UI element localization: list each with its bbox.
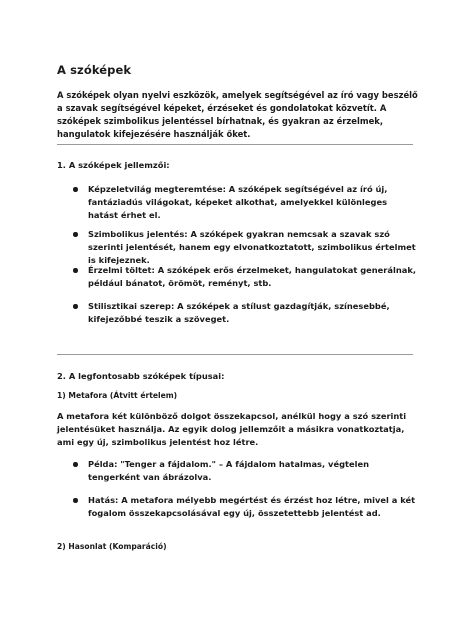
section-divider [57, 144, 413, 145]
intro-paragraph: A szóképek olyan nyelvi eszközök, amelyek segítségével az író vagy beszélő a szavak segítségével képeket, érzéseket és gondolatokat közvetít. A szóképek szimbolikus jelentéssel bírhatnak, és gyakran az érzelmek, hangulatok kifejezésére használják őket. [57, 90, 418, 139]
section-divider [57, 354, 413, 355]
bullet-icon [73, 232, 78, 237]
section-heading-characteristics: 1. A szóképek jellemzői: [57, 160, 170, 170]
metafora-description: A metafora két különböző dolgot összekapcsol, anélkül hogy a szó szerinti jelentésüket használja. Az egyik dolog jellemzőit a másikra vonatkoztatja, ami egy új, szimbolikus jelentést hoz létre. [57, 411, 407, 447]
bullet-icon [73, 187, 78, 192]
list-item [88, 494, 418, 520]
list-item [88, 228, 418, 267]
list-item [88, 458, 418, 484]
section-heading-types: 2. A legfontosabb szóképek típusai: [57, 371, 225, 381]
list-item-text: Képzeletvilág megteremtése: A szóképek segítségével az író új, fantáziadús világokat, képeket alkothat, amelyekkel különleges hatást érhet el. [88, 184, 388, 220]
bullet-icon [73, 462, 78, 467]
list-item-text: Példa: "Tenger a fájdalom." – A fájdalom hatalmas, végtelen tengerként van ábrázolva. [88, 459, 369, 482]
bullet-icon [73, 268, 78, 273]
bullet-icon [73, 304, 78, 309]
list-item-text: Érzelmi töltet: A szóképek erős érzelmeket, hangulatokat generálnak, például bánatot, örömöt, reményt, stb. [88, 265, 416, 288]
document-title: A szóképek [57, 63, 132, 77]
list-item [88, 300, 418, 326]
list-item-text: Szimbolikus jelentés: A szóképek gyakran nemcsak a szavak szó szerinti jelentését, hanem egy elvonatkoztatott, szimbolikus értelmet is kifejeznek. [88, 229, 416, 265]
list-item [88, 183, 418, 222]
list-item-text: Stilisztikai szerep: A szóképek a stílust gazdagítják, színesebbé, kifejezőbbé teszik a szöveget. [88, 301, 390, 324]
list-item [88, 264, 418, 290]
list-item-text: Hatás: A metafora mélyebb megértést és érzést hoz létre, mivel a két fogalom összekapcsolásával egy új, összetettebb jelentést ad. [88, 495, 416, 518]
bullet-icon [73, 498, 78, 503]
subheading-metafora: 1) Metafora (Átvitt értelem) [57, 391, 178, 400]
subheading-hasonlat: 2) Hasonlat (Komparáció) [57, 542, 167, 551]
